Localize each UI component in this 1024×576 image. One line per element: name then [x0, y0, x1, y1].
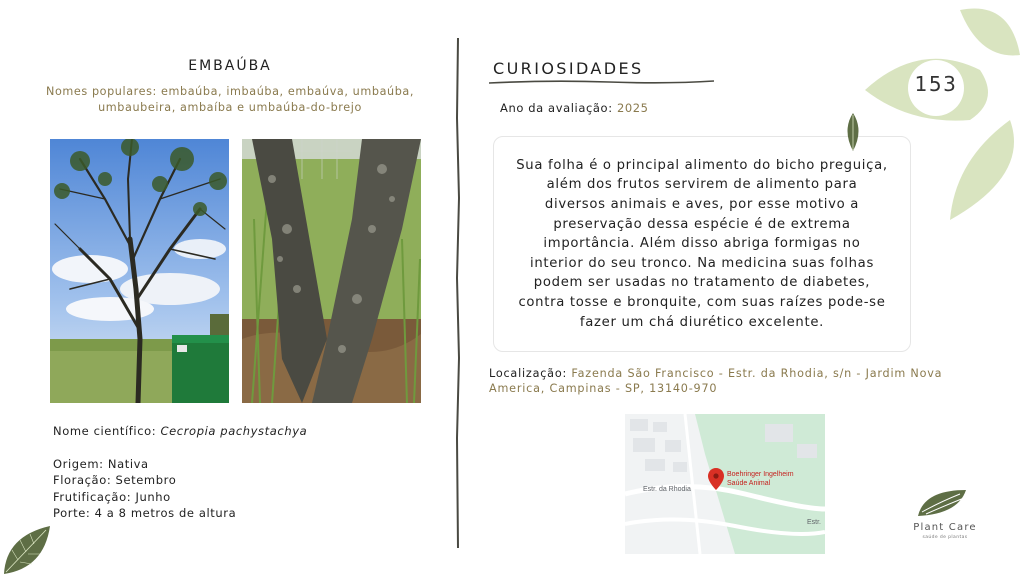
location-label: Localização: [489, 367, 568, 380]
scientific-name-value: Cecropia pachystachya [160, 424, 308, 438]
species-facts [53, 456, 236, 522]
logo-subtitle: saúde de plantas [922, 535, 968, 540]
evaluation-year [500, 101, 649, 115]
logo-leaf-icon [914, 486, 970, 520]
year-label: Ano da avaliação: [500, 101, 613, 115]
leaf-icon [842, 112, 864, 152]
scientific-name-label: Nome científico: [53, 424, 157, 438]
curiosities-title: CURIOSIDADES [493, 59, 644, 78]
origin-text: Origem: Nativa [53, 457, 149, 471]
plant-care-logo [900, 486, 996, 556]
curiosities-card [493, 136, 911, 352]
curiosities-text: Sua folha é o principal alimento do bicho preguiça, além dos frutos servirem de alimento para diversos animais e aves, por esse motivo a preservação dessa espécie é de extrema importância. Além disso abriga formigas no interior do seu tronco. Na medicina suas folhas podem ser usadas no tratamento de diabetes, contra tosse e bronquite, com suas raízes pode-se fazer um chá diurético excelente. [516, 157, 888, 330]
location-map[interactable] [625, 414, 825, 554]
location [489, 366, 989, 396]
map-place-line2: Saúde Animal [727, 480, 771, 487]
column-divider [454, 38, 462, 548]
popular-names: Nomes populares: embaúba, imbaúba, embaúva, umbaúba, umbaubeira, ambaíba e umbaúba-do-brejo [45, 85, 415, 114]
map-place-line1: Boehringer Ingelheim [727, 471, 794, 478]
tree-canopy-photo [50, 139, 229, 403]
tree-trunk-photo [242, 139, 421, 403]
title-underline [489, 78, 714, 86]
year-value: 2025 [616, 101, 649, 115]
size-text: Porte: 4 a 8 metros de altura [53, 506, 237, 521]
location-value: Fazenda São Francisco - Estr. da Rhodia, s/n - Jardim Nova America, Campinas - SP, 13140-970 [489, 367, 943, 395]
map-road-label-short: Estr. [807, 519, 822, 526]
scientific-name [53, 424, 307, 438]
flowering-text: Floração: Setembro [53, 473, 177, 488]
page-number: 153 [914, 72, 958, 96]
map-road-label: Estr. da Rhodia [643, 486, 691, 493]
corner-leaf-icon [0, 522, 52, 576]
logo-name: Plant Care [913, 522, 977, 533]
fruiting-text: Frutificação: Junho [53, 489, 171, 504]
decorative-leaves [860, 0, 1024, 230]
species-common-name: EMBAÚBA [188, 58, 272, 74]
